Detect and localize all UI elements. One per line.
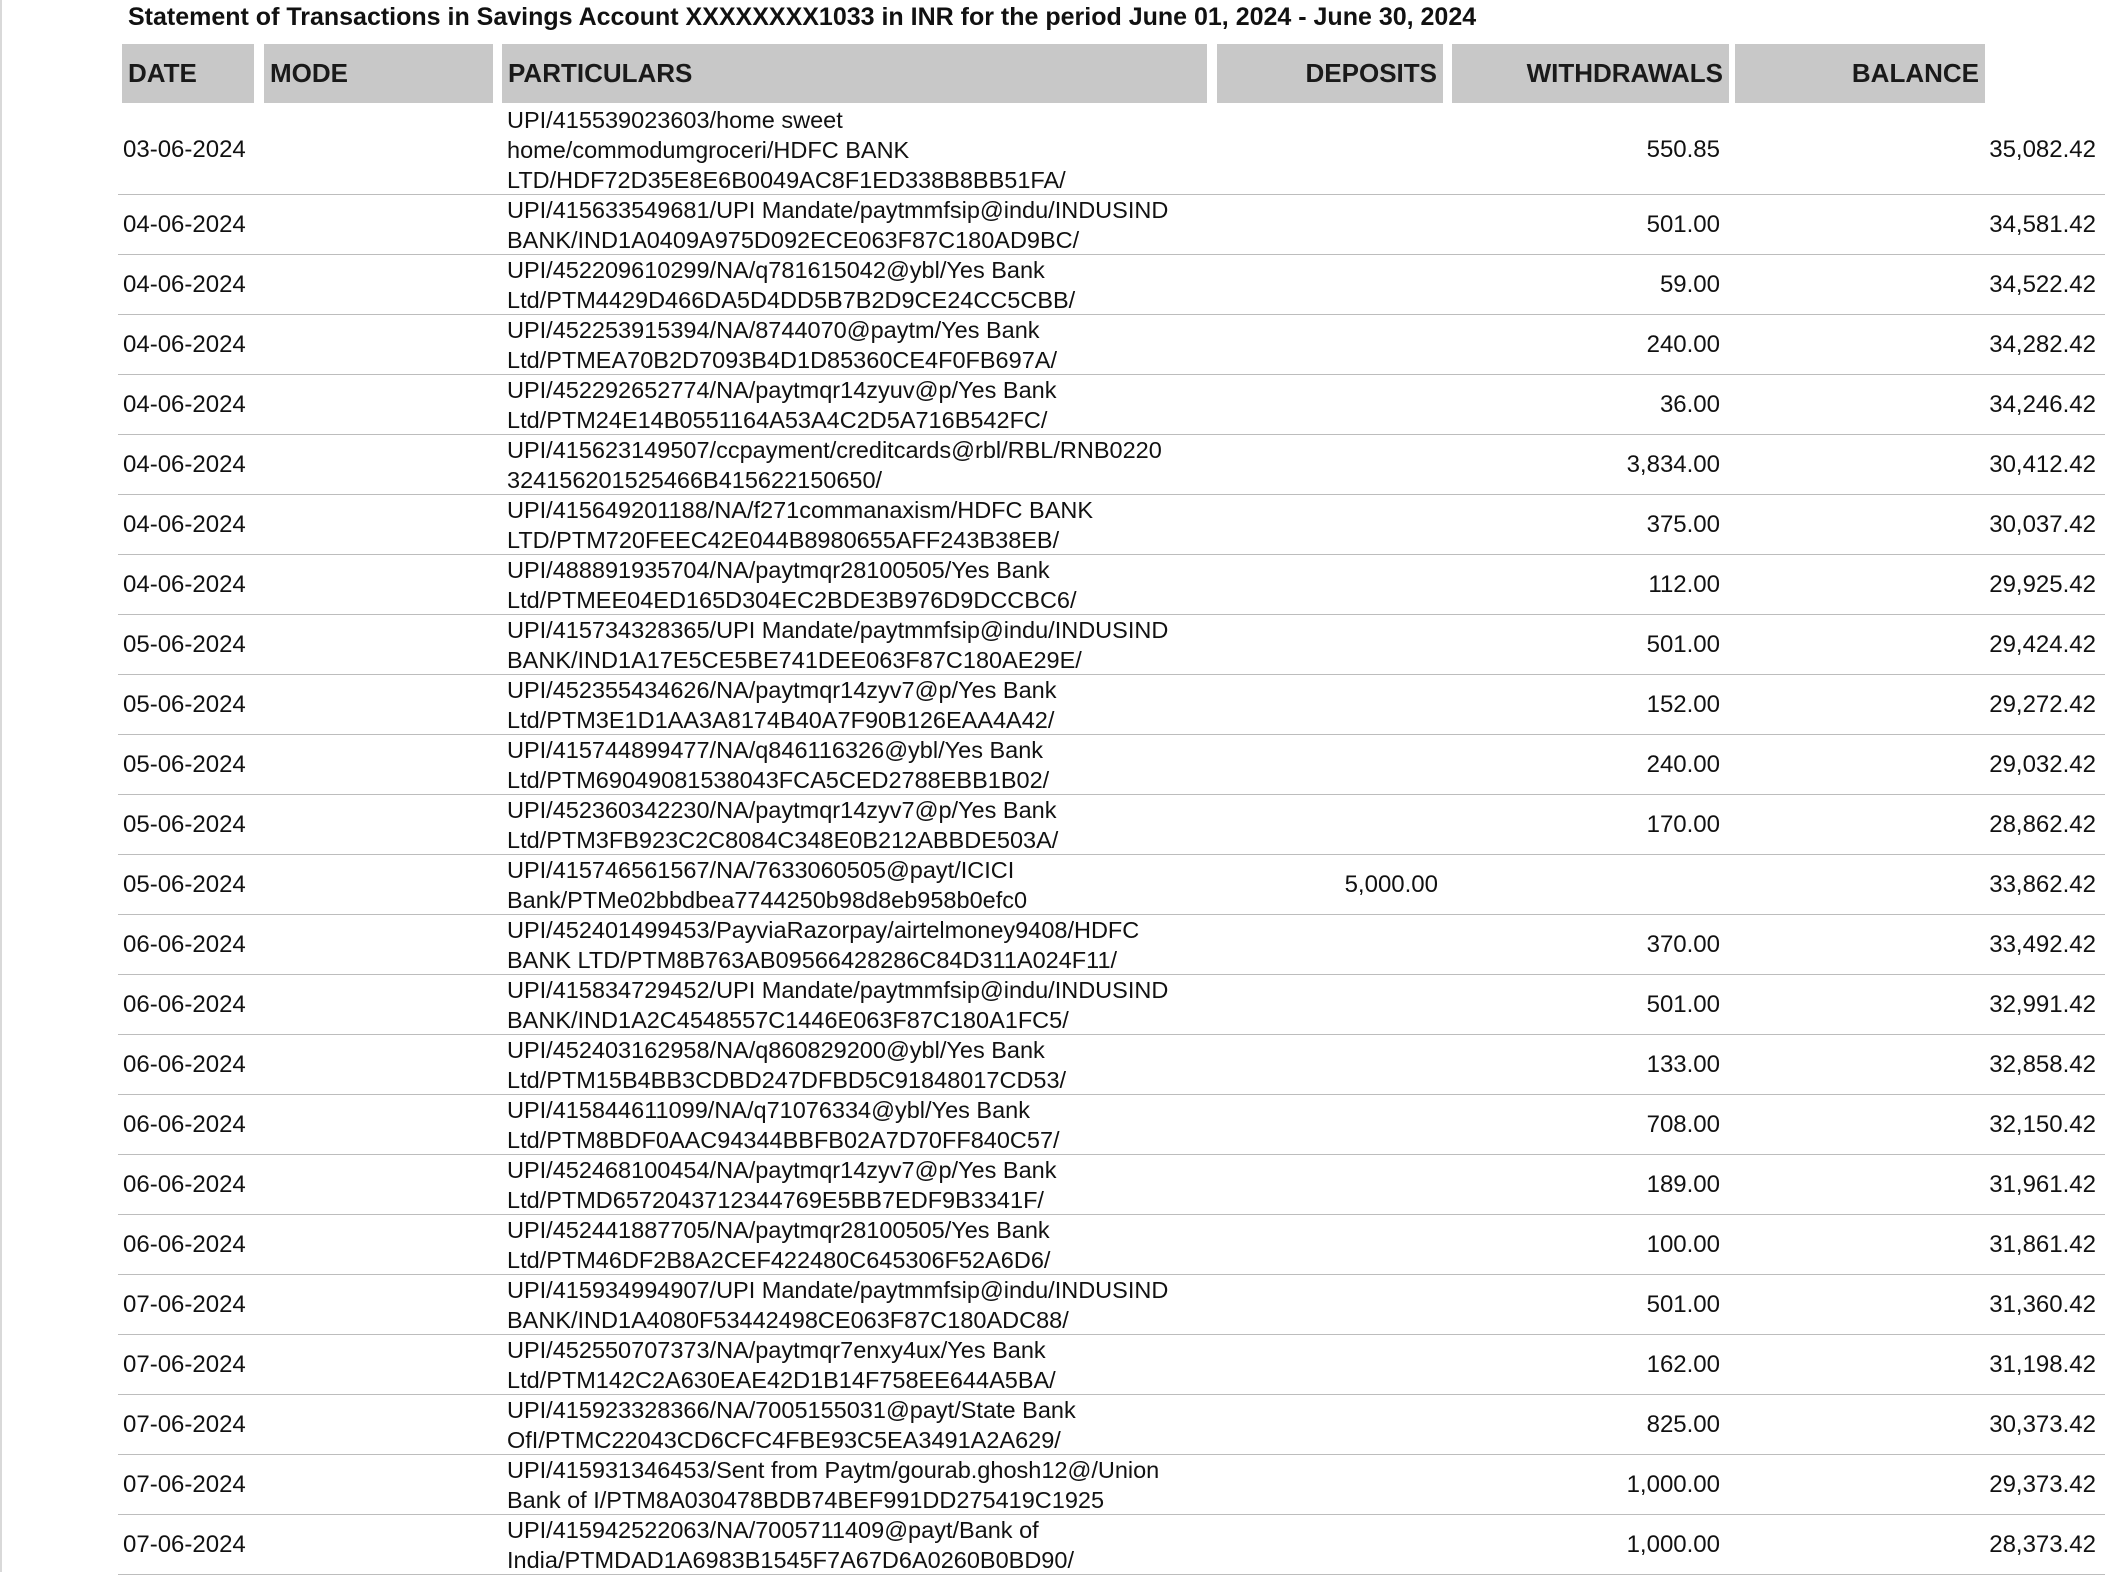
transaction-particulars: UPI/488891935704/NA/paytmqr28100505/Yes Bank Ltd/PTMEE04ED165D304EC2BDE3B976D9DCCBC6/ [507,556,1077,613]
transaction-date: 07-06-2024 [123,1530,246,1558]
transaction-balance: 30,373.42 [1989,1410,2096,1438]
transaction-deposit [1218,375,1438,434]
transaction-withdrawal: 375.00 [1646,510,1720,538]
transaction-balance: 28,862.42 [1989,810,2096,838]
transaction-date: 07-06-2024 [123,1350,246,1378]
transaction-date: 06-06-2024 [123,1110,246,1138]
transaction-particulars: UPI/415844611099/NA/q71076334@ybl/Yes Bank Ltd/PTM8BDF0AAC94344BBFB02A7D70FF840C57/ [507,1096,1060,1153]
transaction-balance: 32,991.42 [1989,990,2096,1018]
transaction-withdrawal: 1,000.00 [1626,1470,1720,1498]
transaction-balance: 31,961.42 [1989,1170,2096,1198]
table-row [118,1275,2105,1335]
transaction-withdrawal: 240.00 [1646,330,1720,358]
table-row [118,315,2105,375]
transaction-balance: 29,272.42 [1989,690,2096,718]
transaction-deposit [1218,1395,1438,1454]
transaction-date: 04-06-2024 [123,570,246,598]
transaction-balance: 31,360.42 [1989,1290,2096,1318]
transaction-date: 04-06-2024 [123,330,246,358]
transaction-deposit [1218,1275,1438,1334]
table-row [118,1035,2105,1095]
transaction-deposit [1218,615,1438,674]
transaction-withdrawal: 152.00 [1646,690,1720,718]
transaction-withdrawal: 550.85 [1646,135,1720,163]
transaction-particulars: UPI/452403162958/NA/q860829200@ybl/Yes Bank Ltd/PTM15B4BB3CDBD247DFBD5C91848017CD53/ [507,1036,1067,1093]
column-header-withdrawals: WITHDRAWALS [1452,44,1729,103]
transaction-balance: 29,032.42 [1989,750,2096,778]
transaction-date: 07-06-2024 [123,1290,246,1318]
table-row [118,255,2105,315]
column-header-deposits: DEPOSITS [1217,44,1443,103]
transaction-particulars: UPI/415746561567/NA/7633060505@payt/ICICI Bank/PTMe02bbdbea7744250b98d8eb958b0efc0 [507,856,1028,913]
transaction-balance: 34,581.42 [1989,210,2096,238]
table-row [118,675,2105,735]
transaction-particulars: UPI/452441887705/NA/paytmqr28100505/Yes Bank Ltd/PTM46DF2B8A2CEF422480C645306F52A6D6/ [507,1216,1051,1273]
transaction-deposit [1218,555,1438,614]
transaction-withdrawal: 133.00 [1646,1050,1720,1078]
transaction-particulars: UPI/415931346453/Sent from Paytm/gourab.ghosh12@/Union Bank of I/PTM8A030478BDB74BEF991DD275419C1925 [507,1456,1160,1513]
transaction-withdrawal: 36.00 [1659,390,1720,418]
transaction-deposit [1218,1215,1438,1274]
transaction-date: 04-06-2024 [123,450,246,478]
transaction-date: 04-06-2024 [123,270,246,298]
transaction-balance: 33,862.42 [1989,870,2096,898]
table-row [118,105,2105,195]
transaction-deposit [1218,915,1438,974]
transaction-particulars: UPI/415934994907/UPI Mandate/paytmmfsip@indu/INDUSIND BANK/IND1A4080F53442498CE063F87C180ADC88/ [507,1276,1169,1333]
transaction-withdrawal: 501.00 [1646,630,1720,658]
transaction-balance: 29,373.42 [1989,1470,2096,1498]
transaction-date: 07-06-2024 [123,1470,246,1498]
table-row [118,495,2105,555]
column-header-mode: MODE [264,44,493,103]
transaction-deposit [1218,255,1438,314]
transactions-table-body [0,105,2116,1575]
transaction-deposit [1218,1095,1438,1154]
transaction-deposit [1218,195,1438,254]
transaction-withdrawal: 370.00 [1646,930,1720,958]
transaction-balance: 31,198.42 [1989,1350,2096,1378]
transaction-balance: 29,925.42 [1989,570,2096,598]
transaction-withdrawal: 501.00 [1646,990,1720,1018]
table-row [118,735,2105,795]
transaction-date: 05-06-2024 [123,870,246,898]
transaction-balance: 32,150.42 [1989,1110,2096,1138]
transaction-particulars: UPI/452360342230/NA/paytmqr14zyv7@p/Yes Bank Ltd/PTM3FB923C2C8084C348E0B212ABBDE503A/ [507,796,1059,853]
transaction-date: 06-06-2024 [123,1230,246,1258]
table-row [118,615,2105,675]
transaction-withdrawal: 189.00 [1646,1170,1720,1198]
transaction-particulars: UPI/415923328366/NA/7005155031@payt/State Bank OfI/PTMC22043CD6CFC4FBE93C5EA3491A2A629/ [507,1396,1076,1453]
transaction-balance: 34,522.42 [1989,270,2096,298]
transaction-particulars: UPI/452401499453/PayviaRazorpay/airtelmoney9408/HDFC BANK LTD/PTM8B763AB09566428286C84D311A024F11/ [507,916,1140,973]
statement-title: Statement of Transactions in Savings Account XXXXXXXX1033 in INR for the period June 01, 2024 - June 30, 2024 [128,3,1477,31]
table-row [118,915,2105,975]
transaction-deposit [1218,1155,1438,1214]
transaction-withdrawal: 3,834.00 [1626,450,1720,478]
transaction-date: 06-06-2024 [123,1050,246,1078]
transaction-withdrawal: 708.00 [1646,1110,1720,1138]
transaction-date: 05-06-2024 [123,630,246,658]
table-row [118,1155,2105,1215]
transaction-balance: 35,082.42 [1989,135,2096,163]
transaction-particulars: UPI/452209610299/NA/q781615042@ybl/Yes Bank Ltd/PTM4429D466DA5D4DD5B7B2D9CE24CC5CBB/ [507,256,1076,313]
transaction-withdrawal: 100.00 [1646,1230,1720,1258]
transaction-withdrawal: 240.00 [1646,750,1720,778]
transaction-particulars: UPI/452550707373/NA/paytmqr7enxy4ux/Yes Bank Ltd/PTM142C2A630EAE42D1B14F758EE644A5BA/ [507,1336,1056,1393]
transaction-deposit [1218,1035,1438,1094]
table-row [118,195,2105,255]
transaction-deposit [1218,1335,1438,1394]
transaction-particulars: UPI/415633549681/UPI Mandate/paytmmfsip@indu/INDUSIND BANK/IND1A0409A975D092ECE063F87C180AD9BC/ [507,196,1169,253]
table-row [118,975,2105,1035]
column-header-particulars: PARTICULARS [502,44,1207,103]
transaction-date: 04-06-2024 [123,390,246,418]
transaction-deposit [1218,735,1438,794]
column-header-balance: BALANCE [1735,44,1985,103]
transaction-balance: 33,492.42 [1989,930,2096,958]
transaction-deposit [1218,1515,1438,1574]
transaction-deposit [1218,105,1438,194]
transaction-withdrawal [1458,855,1720,914]
transaction-withdrawal: 501.00 [1646,210,1720,238]
transaction-particulars: UPI/415539023603/home sweet home/commodumgroceri/HDFC BANK LTD/HDF72D35E8E6B0049AC8F1ED338B8BB51FA/ [507,106,1066,193]
transaction-date: 04-06-2024 [123,510,246,538]
table-row [118,1395,2105,1455]
transaction-balance: 29,424.42 [1989,630,2096,658]
transaction-deposit [1218,435,1438,494]
transaction-particulars: UPI/452292652774/NA/paytmqr14zyuv@p/Yes Bank Ltd/PTM24E14B0551164A53A4C2D5A716B542FC/ [507,376,1057,433]
transaction-deposit [1218,975,1438,1034]
transaction-date: 05-06-2024 [123,810,246,838]
transaction-particulars: UPI/415734328365/UPI Mandate/paytmmfsip@indu/INDUSIND BANK/IND1A17E5CE5BE741DEE063F87C180AE29E/ [507,616,1169,673]
transaction-date: 05-06-2024 [123,750,246,778]
table-row [118,1095,2105,1155]
transaction-particulars: UPI/452253915394/NA/8744070@paytm/Yes Bank Ltd/PTMEA70B2D7093B4D1D85360CE4F0FB697A/ [507,316,1057,373]
transaction-withdrawal: 1,000.00 [1626,1530,1720,1558]
transaction-particulars: UPI/415649201188/NA/f271commanaxism/HDFC BANK LTD/PTM720FEEC42E044B8980655AFF243B38EB/ [507,496,1094,553]
transaction-withdrawal: 825.00 [1646,1410,1720,1438]
transaction-withdrawal: 170.00 [1646,810,1720,838]
table-row [118,555,2105,615]
table-row [118,795,2105,855]
transaction-date: 03-06-2024 [123,135,246,163]
transaction-balance: 34,246.42 [1989,390,2096,418]
table-row [118,435,2105,495]
transaction-balance: 30,412.42 [1989,450,2096,478]
transaction-particulars: UPI/415623149507/ccpayment/creditcards@rbl/RBL/RNB0220 324156201525466B415622150650/ [507,436,1162,493]
transaction-balance: 28,373.42 [1989,1530,2096,1558]
transaction-balance: 32,858.42 [1989,1050,2096,1078]
transaction-particulars: UPI/452468100454/NA/paytmqr14zyv7@p/Yes Bank Ltd/PTMD6572043712344769E5BB7EDF9B3341F/ [507,1156,1057,1213]
transaction-date: 06-06-2024 [123,1170,246,1198]
transaction-date: 04-06-2024 [123,210,246,238]
table-header [0,44,2116,105]
transaction-date: 06-06-2024 [123,930,246,958]
transaction-withdrawal: 501.00 [1646,1290,1720,1318]
transaction-date: 07-06-2024 [123,1410,246,1438]
transaction-particulars: UPI/415942522063/NA/7005711409@payt/Bank of India/PTMDAD1A6983B1545F7A67D6A0260B0BD90/ [507,1516,1074,1573]
column-header-date: DATE [122,44,254,103]
table-row [118,1455,2105,1515]
table-row [118,1215,2105,1275]
transaction-withdrawal: 112.00 [1648,570,1720,598]
transaction-particulars: UPI/452355434626/NA/paytmqr14zyv7@p/Yes Bank Ltd/PTM3E1D1AA3A8174B40A7F90B126EAA4A42/ [507,676,1057,733]
transaction-deposit [1218,675,1438,734]
transaction-particulars: UPI/415744899477/NA/q846116326@ybl/Yes Bank Ltd/PTM69049081538043FCA5CED2788EBB1B02/ [507,736,1050,793]
transaction-balance: 34,282.42 [1989,330,2096,358]
transaction-deposit [1218,315,1438,374]
transaction-deposit [1218,1455,1438,1514]
transaction-deposit [1218,795,1438,854]
transaction-date: 05-06-2024 [123,690,246,718]
transaction-balance: 30,037.42 [1989,510,2096,538]
transaction-withdrawal: 162.00 [1646,1350,1720,1378]
table-row [118,1335,2105,1395]
transaction-balance: 31,861.42 [1989,1230,2096,1258]
table-row [118,375,2105,435]
transaction-date: 06-06-2024 [123,990,246,1018]
transaction-withdrawal: 59.00 [1659,270,1720,298]
transaction-particulars: UPI/415834729452/UPI Mandate/paytmmfsip@indu/INDUSIND BANK/IND1A2C4548557C1446E063F87C180A1FC5/ [507,976,1169,1033]
table-row [118,855,2105,915]
transaction-deposit: 5,000.00 [1344,870,1438,898]
transaction-deposit [1218,495,1438,554]
table-row [118,1515,2105,1575]
